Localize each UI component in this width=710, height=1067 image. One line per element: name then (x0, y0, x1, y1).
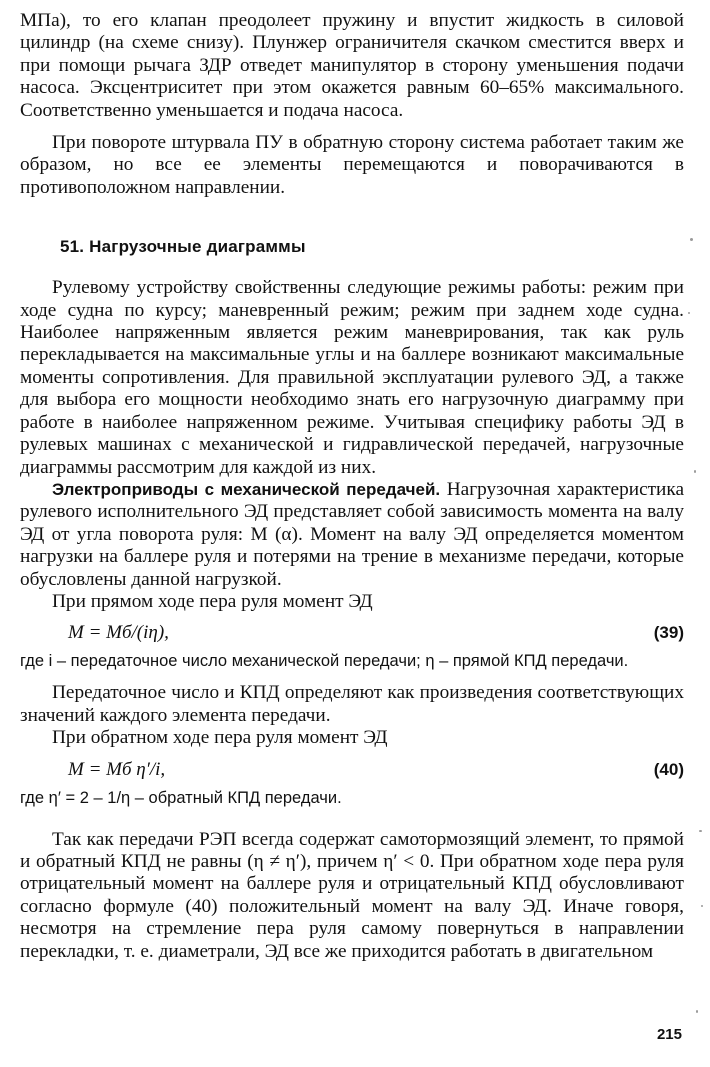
paragraph-helm-reverse: При повороте штурвала ПУ в обратную сторону система работает таким же образом, но все ее элементы перемещаются и поворачиваются в противоположном направлении. (20, 132, 684, 198)
paragraph-continuation: МПа), то его клапан преодолеет пружину и впустит жидкость в силовой цилиндр (на схеме снизу). Плунжер ограничителя скачком сместится вверх и при помощи рычага ЗДР отведет манипулятор в сторону уменьшения подачи насоса. Эксцентриситет при этом окажется равным 60–65% максимального. Соответственно уменьшается и подача насоса. (20, 10, 684, 121)
paragraph-forward-stroke: При прямом ходе пера руля момент ЭД (52, 590, 373, 612)
scan-speck (690, 238, 693, 241)
paragraph-mechanical-drive-text: Нагрузочная характеристика рулевого исполнительного ЭД представляет собой зависимость момента на валу ЭД от угла поворота руля: M (α). Момент на валу ЭД определяется моментом нагрузки на баллере руля и потерями на трение в механизме передачи, которые обусловлены данной нагрузкой. (20, 478, 685, 590)
paragraph-gear-ratio: Передаточное число и КПД определяют как произведения соответствующих значений каждого элемента передачи. (20, 682, 684, 726)
book-page (20, 10, 684, 1060)
paragraph-mechanical-drive (20, 479, 684, 591)
formula-40-explanation: где η′ = 2 – 1/η – обратный КПД передачи. (20, 788, 342, 807)
scan-speck (696, 1010, 698, 1013)
paragraph-operating-modes: Рулевому устройству свойственны следующие режимы работы: режим при ходе судна по курсу; маневренный режим; режим при заднем ходе судна. Наиболее напряженным является режим маневрирования, так как руль перекладывается на максимальные углы и на баллере возникают максимальные моменты сопротивления. Для правильной эксплуатации рулевого ЭД, а также для выбора его мощности необходимо знать его нагрузочную диаграмму при работе в наиболее напряженном режиме. Учитывая специфику работы ЭД в рулевых машинах с механической и гидравлической передачей, нагрузочные диаграммы рассмотрим для каждой из них. (20, 277, 684, 478)
paragraph-self-braking: Так как передачи РЭП всегда содержат самотормозящий элемент, то прямой и обратный КПД не равны (η ≠ η′), причем η′ < 0. При обратном ходе пера руля отрицательный момент на баллере руля и отрицательный КПД обусловливают согласно формуле (40) положительный момент на валу ЭД. Иначе говоря, несмотря на стремление пера руля самому повернуться в направлении перекладки, т. е. диаметрали, ЭД все же приходится работать в двигательном (20, 828, 684, 962)
paragraph-reverse-stroke: При обратном ходе пера руля момент ЭД (52, 727, 388, 749)
page-number: 215 (656, 1026, 682, 1043)
run-in-heading: Электроприводы с механической передачей. (52, 479, 441, 499)
equation-number-40: (40) (653, 759, 684, 779)
formula-39-row (20, 621, 684, 645)
formula-40-row (20, 758, 684, 782)
formula-39: M = Mб/(iη), (68, 622, 169, 644)
scan-speck (688, 312, 690, 314)
scan-speck (701, 905, 703, 907)
scan-speck (694, 470, 696, 473)
scan-speck (699, 830, 702, 832)
section-heading: 51. Нагрузочные диаграммы (60, 237, 306, 257)
equation-number-39: (39) (653, 623, 684, 643)
formula-40: M = Mб η′/i, (68, 758, 166, 780)
formula-39-explanation: где i – передаточное число механической передачи; η – прямой КПД передачи. (20, 652, 629, 671)
